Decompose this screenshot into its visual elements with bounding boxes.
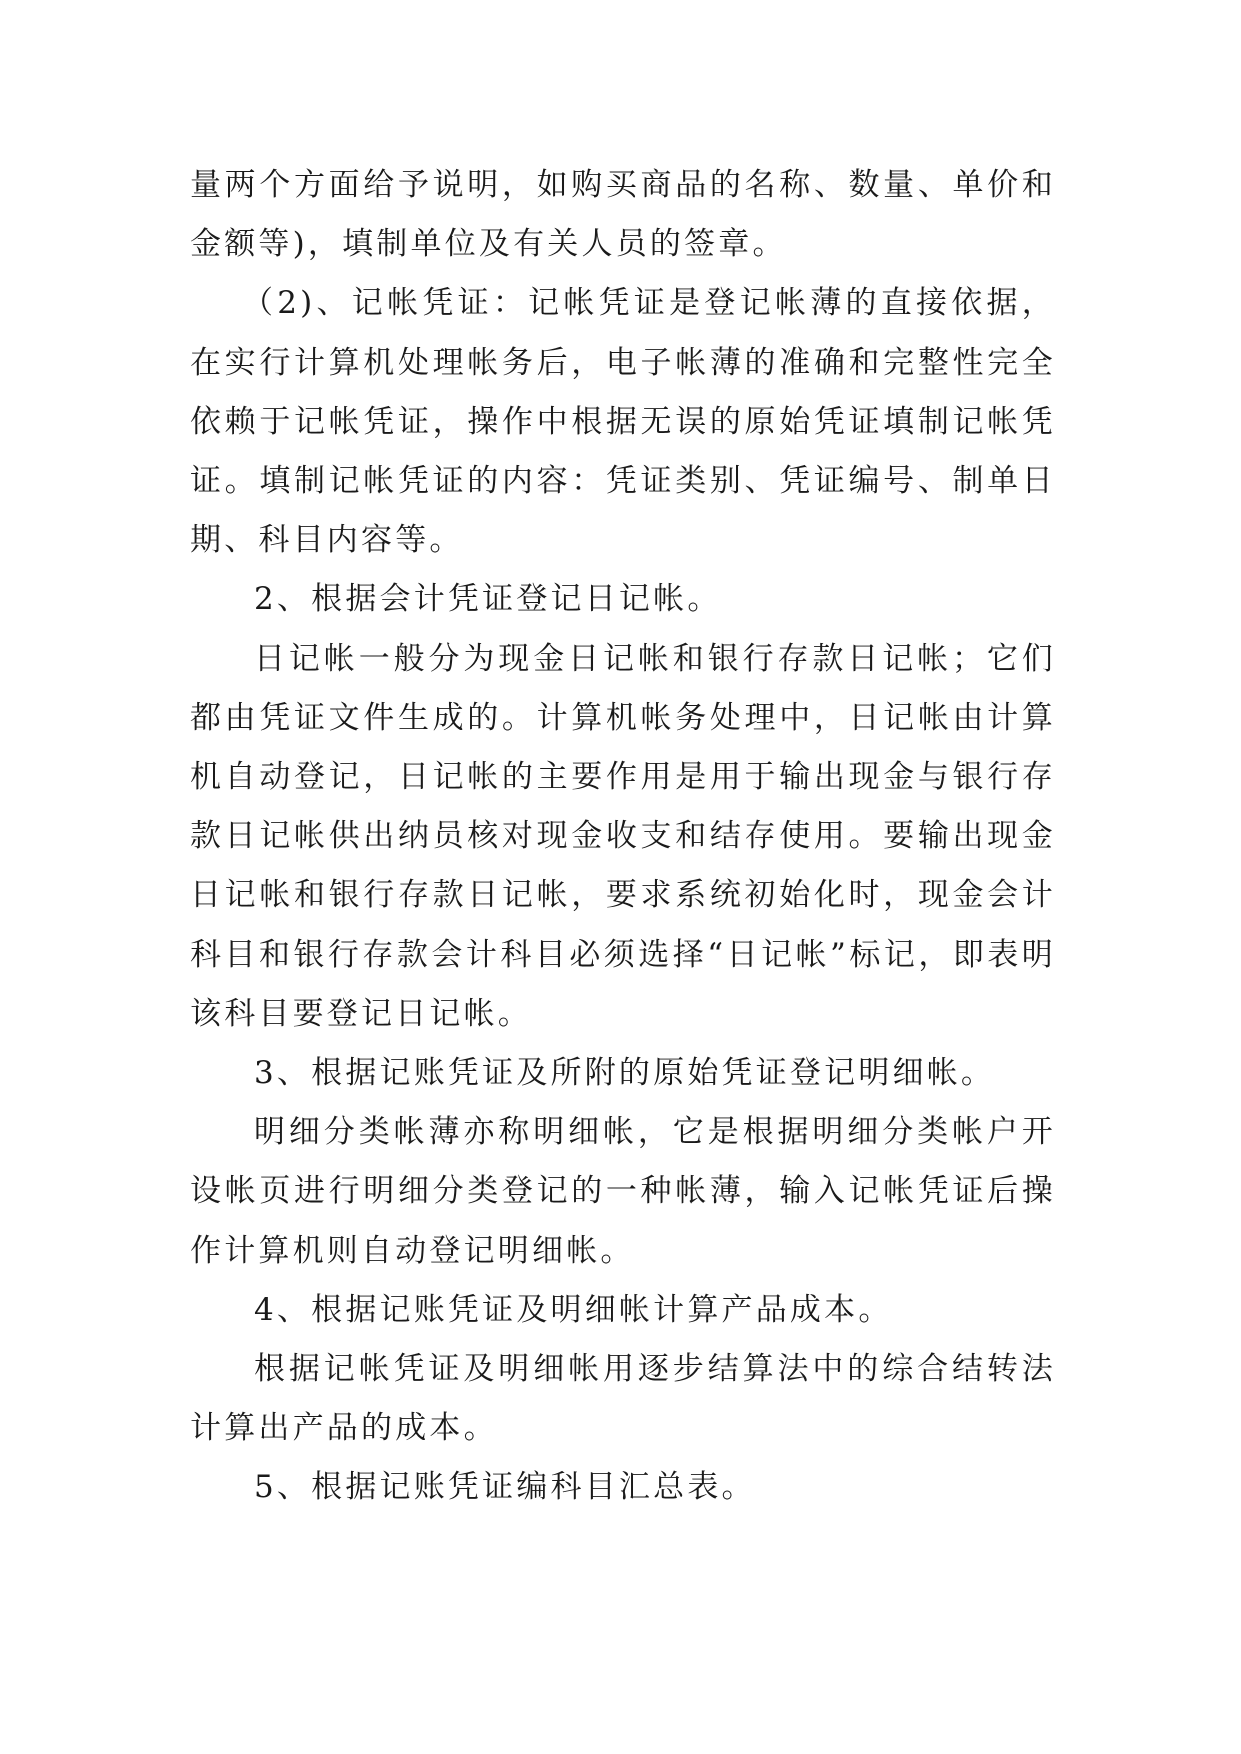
paragraph-continuation: 量两个方面给予说明，如购买商品的名称、数量、单价和金额等)，填制单位及有关人员的签章。 bbox=[190, 167, 1056, 263]
heading-step-4: 4、根据记账凭证及明细帐计算产品成本。 bbox=[254, 1291, 893, 1328]
paragraph-voucher-definition: （2)、记帐凭证：记帐凭证是登记帐薄的直接依据，在实行计算机处理帐务后，电子帐薄的准确和完整性完全依赖于记帐凭证，操作中根据无误的原始凭证填制记帐凭证。填制记帐凭证的内容：凭证类别、凭证编号、制单日期、科目内容等。 bbox=[190, 285, 1056, 559]
heading-step-2: 2、根据会计凭证登记日记帐。 bbox=[254, 581, 722, 618]
heading-step-5: 5、根据记账凭证编科目汇总表。 bbox=[254, 1469, 756, 1506]
heading-step-3: 3、根据记账凭证及所附的原始凭证登记明细帐。 bbox=[254, 1055, 996, 1092]
paragraph-cost: 根据记帐凭证及明细帐用逐步结算法中的综合结转法计算出产品的成本。 bbox=[190, 1351, 1056, 1447]
paragraph-ledger: 明细分类帐薄亦称明细帐，它是根据明细分类帐户开设帐页进行明细分类登记的一种帐薄，输入记帐凭证后操作计算机则自动登记明细帐。 bbox=[190, 1114, 1056, 1269]
paragraph-journal: 日记帐一般分为现金日记帐和银行存款日记帐；它们都由凭证文件生成的。计算机帐务处理中，日记帐由计算机自动登记，日记帐的主要作用是用于输出现金与银行存款日记帐供出纳员核对现金收支和结存使用。要输出现金日记帐和银行存款日记帐，要求系统初始化时，现金会计科目和银行存款会计科目必须选择“日记帐”标记，即表明该科目要登记日记帐。 bbox=[190, 640, 1056, 1032]
document-body bbox=[190, 156, 1056, 1518]
